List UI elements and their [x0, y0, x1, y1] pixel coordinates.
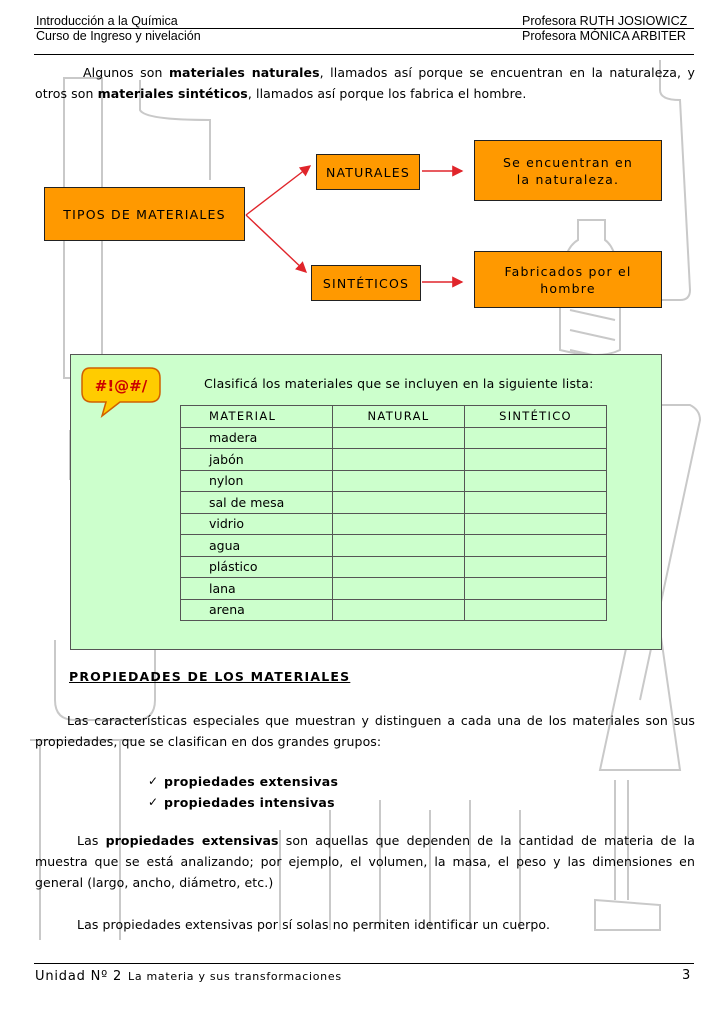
- material-cell: lana: [181, 578, 333, 600]
- properties-bullet-list: [148, 771, 338, 813]
- box-sinteticos: [311, 265, 421, 301]
- table-row: [181, 492, 607, 514]
- page-number: 3: [682, 968, 691, 983]
- table-row: [181, 513, 607, 535]
- table-row: [181, 578, 607, 600]
- material-cell: sal de mesa: [181, 492, 333, 514]
- bullet-item: [148, 792, 338, 813]
- col-header-material: MATERIAL: [181, 406, 333, 428]
- intro-bold-synthetic: materiales sintéticos: [97, 86, 248, 101]
- properties-paragraph-2: [35, 830, 695, 893]
- properties-paragraph-1: Las características especiales que muestran y distinguen a cada una de los materiales son sus propiedades, que se clasifican en dos grandes grupos:: [35, 713, 695, 749]
- synthetic-answer-cell[interactable]: [465, 578, 607, 600]
- speech-bubble-icon: [80, 362, 164, 418]
- box-synthetic-desc-label: Fabricados por el hombre: [504, 263, 632, 296]
- synthetic-answer-cell[interactable]: [465, 449, 607, 471]
- materials-table: [180, 405, 607, 621]
- box-tipos-de-materiales: [44, 187, 245, 241]
- header-divider-2: [34, 54, 694, 55]
- synthetic-answer-cell[interactable]: [465, 492, 607, 514]
- intro-paragraph: [35, 62, 695, 104]
- material-cell: agua: [181, 535, 333, 557]
- arrow-to-sinteticos: [246, 215, 306, 272]
- header-course-subtitle: Curso de Ingreso y nivelación: [36, 29, 201, 43]
- box-natural-description: [474, 140, 662, 201]
- box-sinteticos-label: SINTÉTICOS: [322, 275, 410, 291]
- properties-paragraph-3: Las propiedades extensivas por sí solas no permiten identificar un cuerpo.: [77, 917, 551, 932]
- natural-answer-cell[interactable]: [333, 599, 465, 621]
- material-cell: nylon: [181, 470, 333, 492]
- footer: [35, 969, 342, 984]
- table-header-row: [181, 406, 607, 428]
- natural-answer-cell[interactable]: [333, 449, 465, 471]
- natural-answer-cell[interactable]: [333, 470, 465, 492]
- material-cell: arena: [181, 599, 333, 621]
- footer-subtitle: La materia y sus transformaciones: [128, 970, 342, 983]
- intro-text-3: , llamados así porque los fabrica el hombre.: [247, 86, 527, 101]
- material-cell: plástico: [181, 556, 333, 578]
- natural-answer-cell[interactable]: [333, 492, 465, 514]
- natural-answer-cell[interactable]: [333, 556, 465, 578]
- p2-text-1: Las: [77, 833, 106, 848]
- box-naturales-label: NATURALES: [325, 164, 411, 180]
- material-cell: madera: [181, 427, 333, 449]
- arrow-to-naturales: [246, 166, 310, 215]
- box-natural-desc-label: Se encuentran en la naturaleza.: [502, 154, 634, 187]
- natural-answer-cell[interactable]: [333, 578, 465, 600]
- checkmark-icon: ✓: [148, 795, 159, 809]
- header-teacher-2: Profesora MÓNICA ARBITER: [522, 29, 686, 43]
- header-teacher-1: Profesora RUTH JOSIOWICZ: [522, 14, 688, 28]
- intro-text-1: Algunos son: [83, 65, 169, 80]
- material-cell: jabón: [181, 449, 333, 471]
- box-naturales: [316, 154, 420, 190]
- header-left: [36, 14, 201, 44]
- synthetic-answer-cell[interactable]: [465, 599, 607, 621]
- synthetic-answer-cell[interactable]: [465, 470, 607, 492]
- natural-answer-cell[interactable]: [333, 513, 465, 535]
- footer-unit: Unidad Nº 2: [35, 969, 123, 984]
- synthetic-answer-cell[interactable]: [465, 513, 607, 535]
- section-title-properties: PROPIEDADES DE LOS MATERIALES: [69, 669, 351, 684]
- table-row: [181, 599, 607, 621]
- table-row: [181, 470, 607, 492]
- table-row: [181, 427, 607, 449]
- table-row: [181, 556, 607, 578]
- header-course-title: Introducción a la Química: [36, 14, 178, 28]
- bullet-label-intensive: propiedades intensivas: [164, 795, 335, 810]
- col-header-synthetic: SINTÉTICO: [465, 406, 607, 428]
- bubble-symbols: #!@#/: [94, 377, 148, 395]
- synthetic-answer-cell[interactable]: [465, 535, 607, 557]
- box-tipos-label: TIPOS DE MATERIALES: [63, 206, 226, 222]
- bullet-label-extensive: propiedades extensivas: [164, 774, 339, 789]
- table-row: [181, 449, 607, 471]
- header-divider-1: [34, 28, 694, 29]
- box-synthetic-description: [474, 251, 662, 308]
- table-row: [181, 535, 607, 557]
- intro-text-2: , llamados así porque se encuentran en la naturaleza, y otros son: [35, 65, 695, 101]
- checkmark-icon: ✓: [148, 774, 159, 788]
- header-right: [522, 14, 687, 44]
- p2-text-2: son aquellas que dependen de la cantidad de materia de la muestra que se está analizando; por ejemplo, el volumen, la masa, el peso y las dimensiones en general (largo, ancho, diámetro, etc.): [35, 833, 695, 890]
- natural-answer-cell[interactable]: [333, 427, 465, 449]
- material-cell: vidrio: [181, 513, 333, 535]
- intro-bold-natural: materiales naturales: [168, 65, 320, 80]
- exercise-instruction: Clasificá los materiales que se incluyen en la siguiente lista:: [204, 376, 594, 391]
- col-header-natural: NATURAL: [333, 406, 465, 428]
- synthetic-answer-cell[interactable]: [465, 427, 607, 449]
- footer-divider: [34, 963, 694, 964]
- bullet-item: [148, 771, 338, 792]
- p2-bold-extensive: propiedades extensivas: [105, 833, 279, 848]
- synthetic-answer-cell[interactable]: [465, 556, 607, 578]
- natural-answer-cell[interactable]: [333, 535, 465, 557]
